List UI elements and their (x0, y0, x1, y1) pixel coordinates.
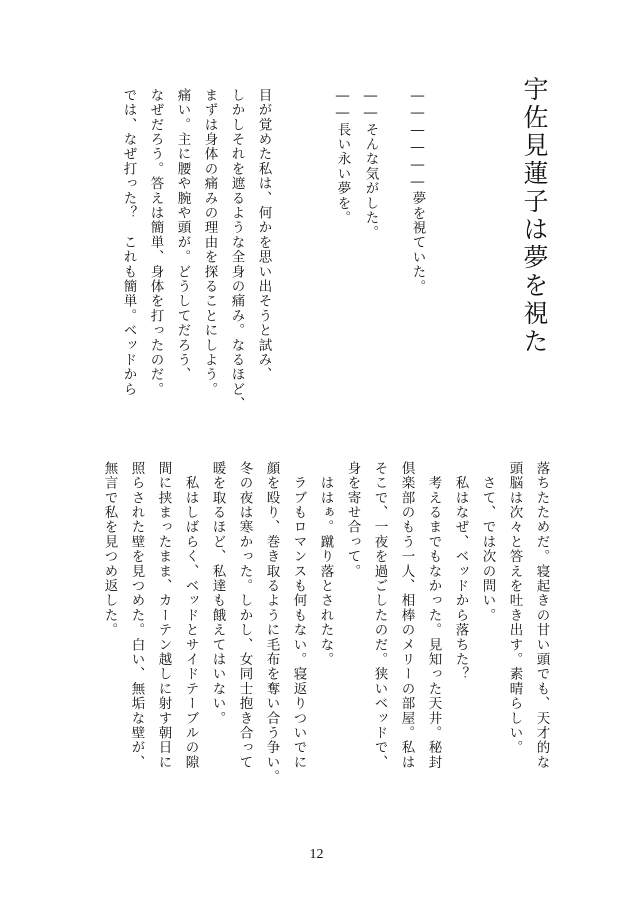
text-line: ははぁ。蹴り落とされたな。 (317, 461, 334, 667)
text-line: 顔を殴り、巻き取るように毛布を奪い合う争い。 (263, 461, 280, 785)
text-line: 痛い。主に腰や腕や頭が。どうしてだろう、 (174, 88, 191, 382)
text-line: そこで、一夜を過ごしたのだ。狭いベッドで、 (371, 461, 388, 770)
text-line: 落ちたためだ。寝起きの甘い頭でも、天才的な (533, 461, 550, 770)
text-line: 私はなぜ、ベッドから落ちた？ (452, 461, 469, 682)
chapter-title: 宇佐見蓮子は夢を視た (520, 76, 549, 356)
text-line: 考えるまでもなかった。見知った天井。秘封 (425, 461, 442, 770)
text-line: 照らされた壁を見つめた。白い、無垢な壁が、 (128, 461, 145, 770)
text-line: 目が覚めた私は、何かを思い出そうと試み、 (255, 88, 272, 382)
text-line: では、なぜ打った？ これも簡単。ベッドから (120, 88, 137, 397)
text-line: 私はしばらく、ベッドとサイドテーブルの隙 (182, 461, 199, 770)
text-line: 無言で私を見つめ返した。 (101, 461, 118, 638)
text-line: 冬の夜は寒かった。しかし、女同士抱き合って (236, 461, 253, 770)
text-line: ――――――夢を視ていた。 (409, 88, 426, 295)
text-line: さて、では次の問い。 (479, 461, 496, 623)
text-line: しかしそれを遮るような全身の痛み。なるほど、 (228, 88, 245, 412)
text-line: ラブもロマンスも何もない。寝返りついでに (290, 461, 307, 770)
text-line: 暖を取るほど、私達も餓えてはいない。 (209, 461, 226, 726)
text-line: 身を寄せ合って。 (344, 461, 361, 579)
text-line: 頭脳は次々と答えを吐き出す。素晴らしい。 (506, 461, 523, 755)
text-line: まずは身体の痛みの理由を探ることにしよう。 (201, 88, 218, 397)
text-line: ――そんな気がした。 (362, 88, 379, 240)
page-number: 12 (309, 847, 324, 862)
text-line: 倶楽部のもう一人、相棒のメリーの部屋。私は (398, 461, 415, 770)
text-line: なぜだろう。答えは簡単、身体を打ったのだ。 (147, 88, 164, 397)
text-line: ――長い永い夢を。 (334, 88, 351, 226)
text-line: 間に挟まったまま、カーテン越しに射す朝日に (155, 461, 172, 770)
